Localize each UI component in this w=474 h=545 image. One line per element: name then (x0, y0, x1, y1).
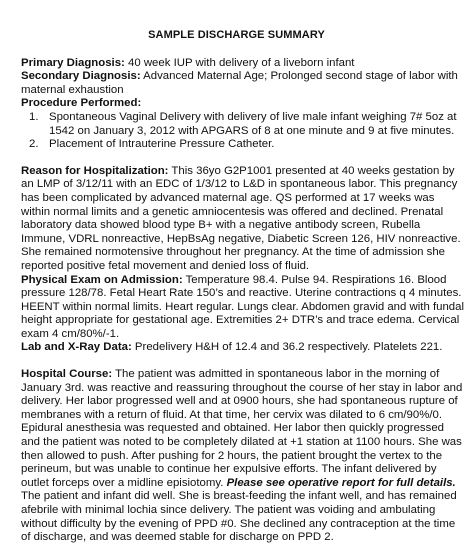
primary-diagnosis-text: 40 week IUP with delivery of a liveborn infant (124, 56, 355, 69)
secondary-diagnosis-text: Advanced Maternal Age; Prolonged second stage of labor with maternal exhaustion (21, 70, 458, 96)
hospital-course (21, 368, 464, 545)
reason-for-hospitalization (21, 165, 464, 274)
lab-text: Predelivery H&H of 12.4 and 36.2 respectively. Platelets 221. (131, 341, 443, 354)
hospital-course-text-continued: The patient and infant did well. She is breast-feeding the infant well, and has remained afebrile with minimal lochia since delivery. The patient was voiding and ambulating without difficulty by the evening of PPD #0. She declined any contraception at the time of discharge, and was deemed stable for discharge on PPD 2. (21, 490, 457, 544)
secondary-diagnosis-label: Secondary Diagnosis: (21, 70, 141, 83)
primary-diagnosis (21, 57, 464, 71)
hospital-course-label: Hospital Course: (21, 368, 113, 381)
physical-exam-text: Temperature 98.4. Pulse 94. Respirations 16. Blood pressure 128/78. Fetal Heart Rate 150’s and reactive. Uterine contractions q 4 minutes. HEENT within normal limits. Heart regular. Lungs clear. Abdomen gravid and with fundal height appropriate for gestational age. Extremities 2+ DTR’s and trace edema. Cervical exam 4 cm/80%/-1. (21, 273, 464, 340)
primary-diagnosis-label: Primary Diagnosis: (21, 56, 125, 69)
lab-data (21, 341, 464, 355)
physical-exam (21, 274, 464, 342)
physical-exam-label: Physical Exam on Admission: (21, 273, 183, 286)
section-gap (21, 152, 464, 165)
procedure-list (21, 111, 464, 152)
operative-report-note: Please see operative report for full details. (226, 476, 456, 489)
procedure-number: 2. (29, 138, 39, 151)
procedure-text: Placement of Intrauterine Pressure Catheter. (49, 138, 275, 151)
section-gap (21, 355, 464, 368)
hospital-course-text: The patient was admitted in spontaneous labor in the morning of January 3rd. was reactive and reassuring throughout the course of her stay in labor and delivery. Her labor progressed well and at 0900 hours, she had spontaneous rupture of membranes with a return of fluid. At that time, her cervix was dilated to 6 cm/90%/0. Epidural anesthesia was requested and obtained. Her labor then quickly progressed and the patient was noted to be completely dilated at +1 station at 1100 hours. She was then allowed to push. After pushing for 2 hours, the patient brought the vertex to the perineum, but was unable to continue her expulsive efforts. The infant delivered by outlet forceps over a midline episiotomy. (21, 368, 463, 489)
reason-text: This 36yo G2P1001 presented at 40 weeks gestation by an LMP of 3/12/11 with an EDC of 1/3/12 to L&D in spontaneous labor. This pregnancy has been complicated by advanced maternal age. QS performed at 17 weeks was within normal limits and a genetic amniocentesis was offered and declined. Prenatal laboratory data showed blood type B+ with a negative antibody screen, Rubella Immune, VDRL nonreactive, HepBsAg negative, Diabetic Screen 126, HIV nonreactive. She remained normotensive throughout her pregnancy. At the time of admission she reported positive fetal movement and denied loss of fluid. (21, 164, 461, 272)
lab-label: Lab and X-Ray Data: (21, 341, 132, 354)
secondary-diagnosis (21, 70, 464, 97)
procedures-label: Procedure Performed: (21, 97, 142, 110)
procedure-text: Spontaneous Vaginal Delivery with delivery of live male infant weighing 7# 5oz at 1542 on January 3, 2012 with APGARS of 8 at one minute and 9 at five minutes. (49, 110, 457, 137)
document-title: SAMPLE DISCHARGE SUMMARY (148, 29, 325, 41)
list-item (21, 138, 464, 152)
list-item (21, 111, 464, 138)
procedure-number: 1. (29, 110, 39, 123)
reason-label: Reason for Hospitalization: (21, 164, 169, 177)
